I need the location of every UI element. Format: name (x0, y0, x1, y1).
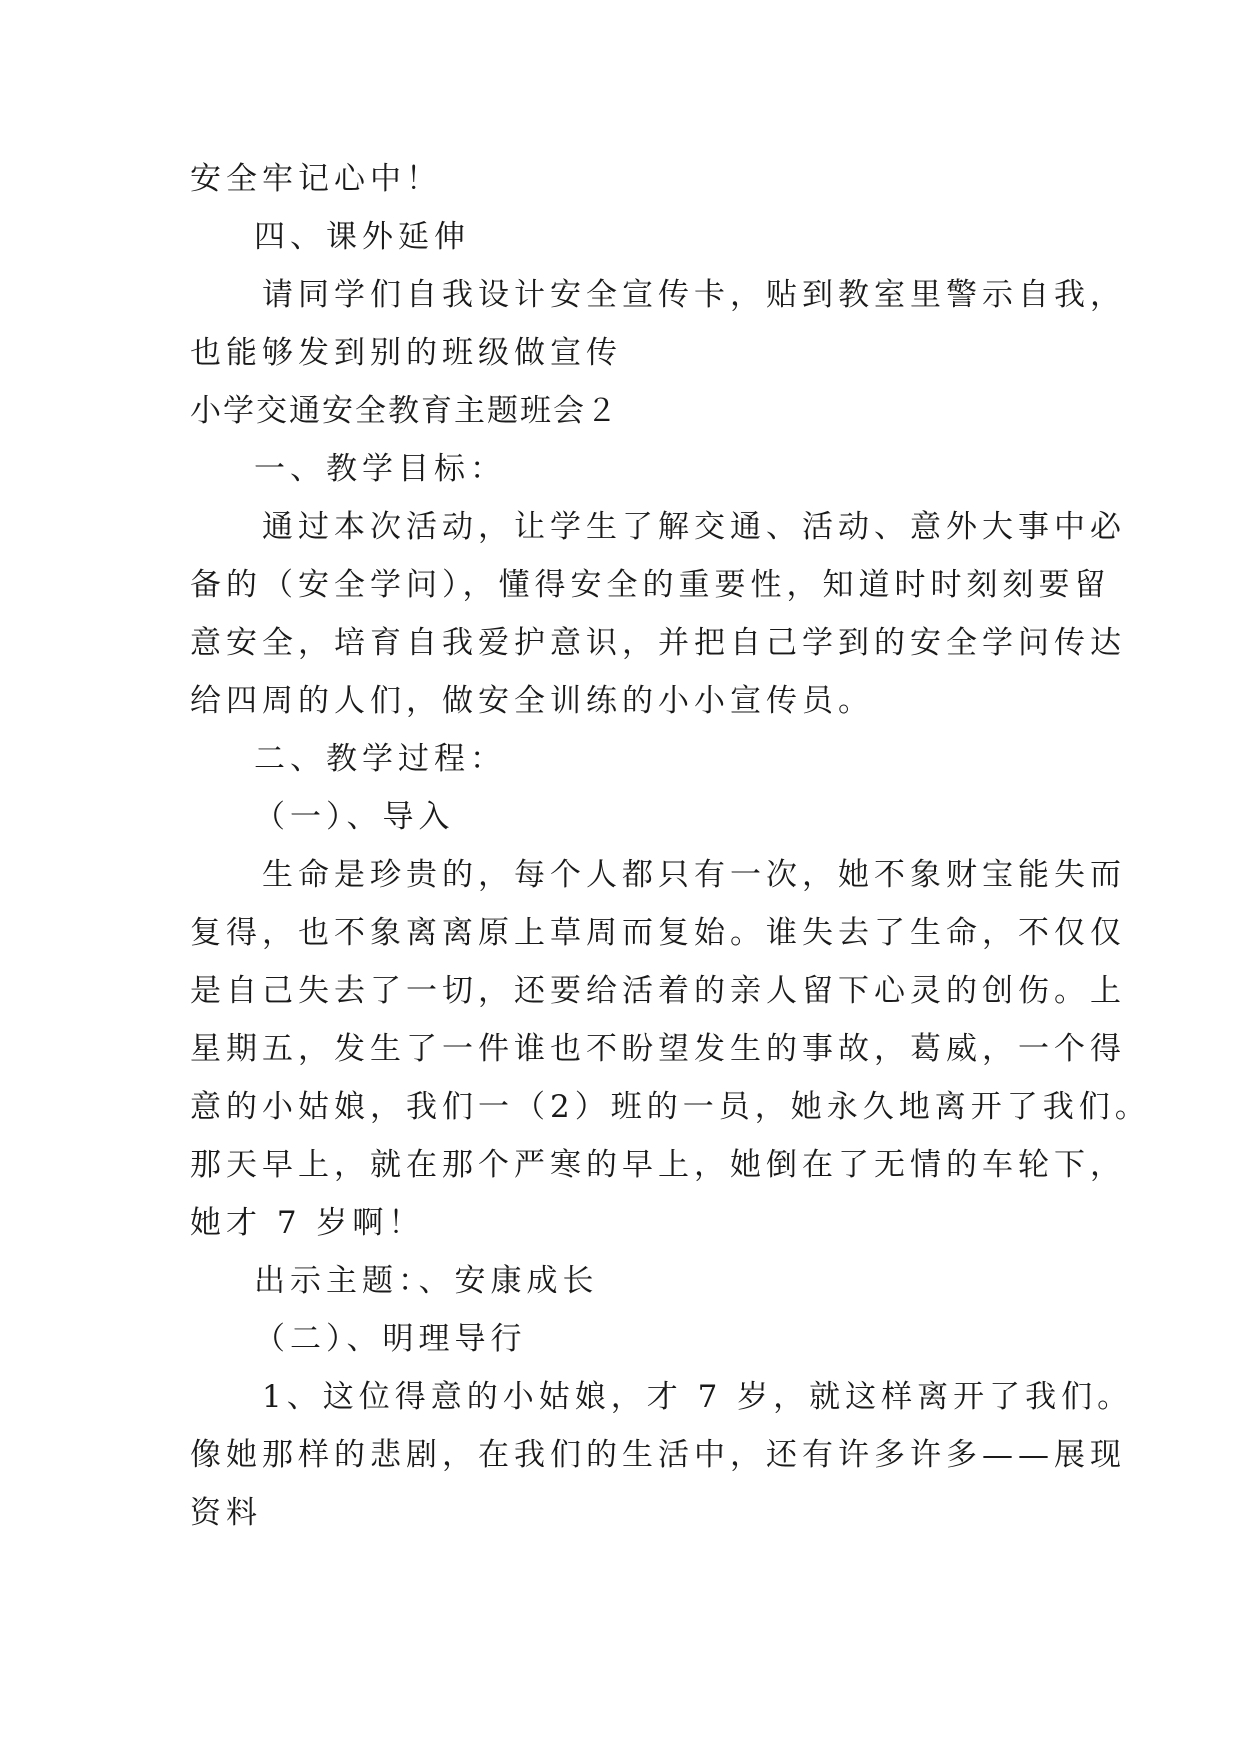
subsection-heading: （二）、明理导行 (254, 1321, 527, 1357)
text-line: 她才 7 岁啊！ (190, 1205, 425, 1241)
text-line: 那天早上，就在那个严寒的早上，她倒在了无情的车轮下， (190, 1147, 1126, 1183)
text-line: 给四周的人们，做安全训练的小小宣传员。 (190, 683, 874, 719)
text-line: 像她那样的悲剧，在我们的生活中，还有许多许多——展现 (190, 1437, 1126, 1473)
document-page (190, 150, 1151, 1542)
text-line: 请同学们自我设计安全宣传卡，贴到教室里警示自我， (262, 277, 1126, 313)
subsection-heading: （一）、导入 (254, 799, 455, 835)
text-line: 也能够发到别的班级做宣传 (190, 335, 622, 371)
text-line: 资料 (190, 1495, 262, 1531)
document-title: 小学交通安全教育主题班会２ (190, 393, 619, 429)
text-line: 安全牢记心中！ (190, 161, 442, 197)
section-heading: 二、教学过程： (254, 741, 506, 777)
text-line: 备的（安全学问），懂得安全的重要性，知道时时刻刻要留 (190, 567, 1111, 603)
text-line: 1、这位得意的小姑娘，才 7 岁，就这样离开了我们。 (262, 1379, 1134, 1415)
section-heading: 一、教学目标： (254, 451, 506, 487)
text-line: 意的小姑娘，我们一（2）班的一员，她永久地离开了我们。 (190, 1089, 1151, 1125)
text-line: 生命是珍贵的，每个人都只有一次，她不象财宝能失而 (262, 857, 1126, 893)
text-line: 通过本次活动，让学生了解交通、活动、意外大事中必 (262, 509, 1126, 545)
text-line: 复得，也不象离离原上草周而复始。谁失去了生命，不仅仅 (190, 915, 1126, 951)
section-heading: 四、课外延伸 (254, 219, 470, 255)
text-line: 是自己失去了一切，还要给活着的亲人留下心灵的创伤。上 (190, 973, 1126, 1009)
text-line: 意安全，培育自我爱护意识，并把自己学到的安全学问传达 (190, 625, 1126, 661)
text-line: 星期五，发生了一件谁也不盼望发生的事故，葛威，一个得 (190, 1031, 1126, 1067)
text-line: 出示主题：、安康成长 (254, 1263, 599, 1299)
